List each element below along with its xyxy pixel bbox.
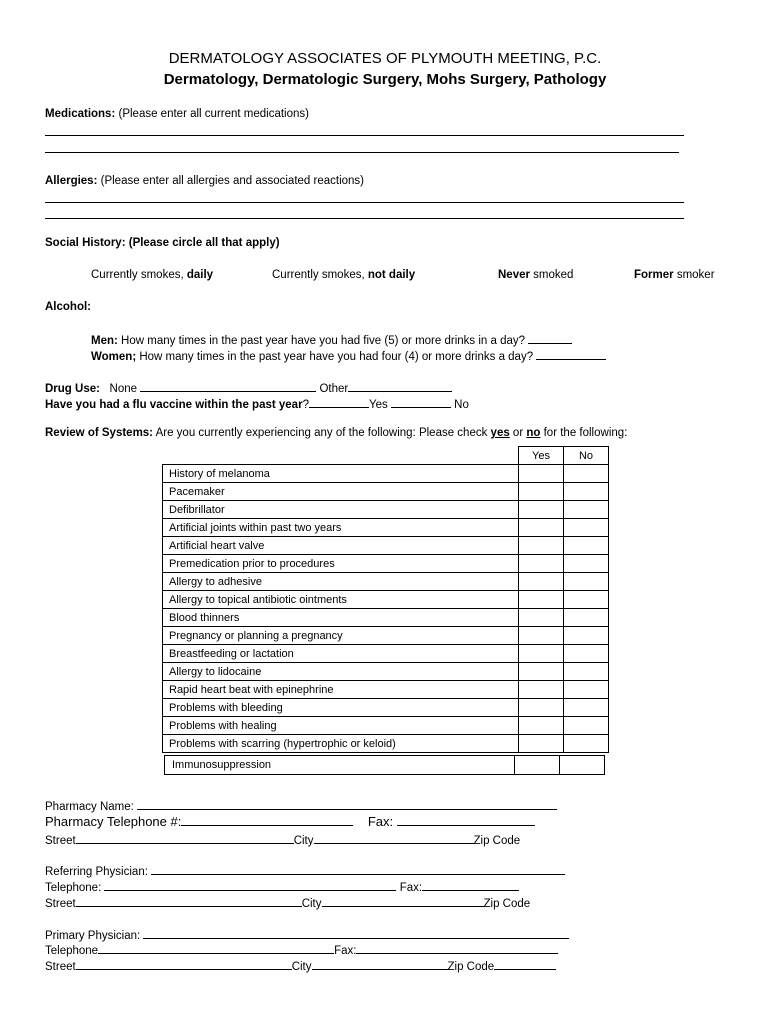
smoking-option-former[interactable]: [634, 269, 715, 281]
ros-yes-cell[interactable]: [519, 465, 564, 483]
alcohol-women-row: [91, 348, 606, 363]
primary-telephone-row: [45, 942, 558, 957]
option-text: Currently smokes,: [91, 269, 187, 281]
ros-no-cell[interactable]: [564, 519, 609, 537]
ros-yes-cell[interactable]: [519, 717, 564, 735]
alcohol-label: Alcohol:: [45, 301, 91, 313]
referring-name-blank[interactable]: [151, 863, 565, 875]
pharmacy-street-label: Street: [45, 835, 76, 847]
ros-no-cell[interactable]: [564, 483, 609, 501]
social-history-label: Social History:: [45, 237, 126, 249]
table-row: [163, 627, 609, 645]
referring-telephone-row: [45, 879, 519, 894]
men-question: How many times in the past year have you had five (5) or more drinks in a day?: [121, 335, 526, 347]
ros-yes-cell[interactable]: [519, 537, 564, 555]
option-emphasis: daily: [186, 269, 214, 281]
women-answer-blank[interactable]: [536, 348, 606, 360]
table-row: [163, 573, 609, 591]
ros-table: [162, 446, 609, 753]
medications-line-2[interactable]: [45, 152, 679, 153]
ros-yes-cell[interactable]: [519, 663, 564, 681]
practice-specialties: Dermatology, Dermatologic Surgery, Mohs Surgery, Pathology: [163, 71, 607, 88]
women-label: Women;: [91, 351, 137, 363]
ros-no-cell[interactable]: [564, 555, 609, 573]
ros-item-label: Pregnancy or planning a pregnancy: [163, 627, 519, 645]
medications-heading: [45, 108, 309, 120]
ros-or-word: or: [509, 427, 527, 439]
option-emphasis: Never: [498, 269, 530, 281]
ros-yes-cell[interactable]: [519, 735, 564, 753]
ros-item-label: Defibrillator: [163, 501, 519, 519]
flu-question: Have you had a flu vaccine within the past year: [45, 399, 303, 411]
ros-item-label: Rapid heart beat with epinephrine: [163, 681, 519, 699]
allergies-heading: [45, 175, 364, 187]
table-row: [163, 591, 609, 609]
referring-street-label: Street: [45, 898, 76, 910]
pharmacy-name-row: [45, 798, 557, 813]
ros-item-label: Artificial heart valve: [163, 537, 519, 555]
ros-label: Review of Systems:: [45, 427, 154, 439]
ros-yes-cell[interactable]: [515, 756, 560, 775]
primary-name-row: [45, 927, 569, 942]
primary-fax-label: Fax:: [334, 945, 357, 957]
referring-city-blank[interactable]: [322, 895, 484, 907]
drug-use-label: Drug Use:: [45, 383, 100, 395]
primary-label: Primary Physician:: [45, 930, 141, 942]
social-history-heading: [45, 237, 280, 249]
drug-none-blank[interactable]: [140, 380, 316, 392]
medications-instruction: (Please enter all current medications): [118, 108, 309, 120]
ros-item-label: Immunosuppression: [165, 756, 515, 775]
flu-question-mark: ?: [302, 399, 309, 411]
pharmacy-street-blank[interactable]: [76, 832, 294, 844]
ros-item-label: Allergy to adhesive: [163, 573, 519, 591]
ros-yes-cell[interactable]: [519, 501, 564, 519]
referring-city-label: City: [301, 898, 322, 910]
ros-no-cell[interactable]: [564, 645, 609, 663]
ros-yes-cell[interactable]: [519, 609, 564, 627]
pharmacy-name-label: Pharmacy Name:: [45, 801, 134, 813]
table-row: [163, 537, 609, 555]
ros-no-cell[interactable]: [564, 591, 609, 609]
table-row: [165, 756, 605, 775]
ros-item-label: Premedication prior to procedures: [163, 555, 519, 573]
men-answer-blank[interactable]: [528, 332, 572, 344]
pharmacy-telephone-row: [45, 814, 535, 829]
flu-yes-blank[interactable]: [309, 396, 369, 408]
pharmacy-name-blank[interactable]: [137, 798, 557, 810]
ros-col-yes: Yes: [519, 447, 564, 465]
table-row: [163, 717, 609, 735]
ros-instruction: Are you currently experiencing any of the following: Please check: [155, 427, 491, 439]
smoking-option-daily[interactable]: [91, 269, 213, 281]
smoking-option-not-daily[interactable]: [272, 269, 415, 281]
option-emphasis: not daily: [367, 269, 416, 281]
table-row: [163, 483, 609, 501]
referring-address-row: [45, 895, 530, 910]
ros-no-cell[interactable]: [564, 717, 609, 735]
pharmacy-fax-blank[interactable]: [397, 814, 535, 826]
ros-yes-cell[interactable]: [519, 681, 564, 699]
smoking-option-never[interactable]: [498, 269, 573, 281]
table-row: [163, 735, 609, 753]
ros-item-label: Artificial joints within past two years: [163, 519, 519, 537]
ros-item-label: Pacemaker: [163, 483, 519, 501]
women-question: How many times in the past year have you had four (4) or more drinks a day?: [139, 351, 534, 363]
flu-no-blank[interactable]: [391, 396, 451, 408]
pharmacy-address-row: [45, 832, 520, 847]
referring-fax-label: Fax:: [399, 882, 423, 894]
ros-header-blank: [163, 447, 519, 465]
ros-yes-cell[interactable]: [519, 555, 564, 573]
medications-label: Medications:: [45, 108, 116, 120]
ros-yes-cell[interactable]: [519, 699, 564, 717]
ros-no-word: no: [526, 427, 541, 439]
ros-heading: [45, 427, 627, 439]
ros-yes-cell[interactable]: [519, 645, 564, 663]
drug-other-label: Other: [319, 383, 349, 395]
ros-item-label: Breastfeeding or lactation: [163, 645, 519, 663]
flu-row: [45, 396, 469, 411]
social-history-instruction: (Please circle all that apply): [128, 237, 280, 249]
ros-no-cell[interactable]: [564, 501, 609, 519]
pharmacy-city-blank[interactable]: [314, 832, 474, 844]
primary-zip-blank[interactable]: [494, 958, 556, 970]
option-text: smoked: [529, 269, 574, 281]
pharmacy-telephone-label: Pharmacy Telephone #:: [45, 814, 182, 829]
allergies-label: Allergies:: [45, 175, 98, 187]
table-row: [163, 663, 609, 681]
ros-yes-word: yes: [490, 427, 510, 439]
referring-telephone-blank[interactable]: [104, 879, 396, 891]
option-text: smoker: [673, 269, 715, 281]
ros-item-label: Problems with bleeding: [163, 699, 519, 717]
table-row: [163, 681, 609, 699]
ros-item-label: Blood thinners: [163, 609, 519, 627]
table-row: [163, 609, 609, 627]
ros-yes-cell[interactable]: [519, 627, 564, 645]
ros-no-cell[interactable]: [560, 756, 605, 775]
pharmacy-zip-label: Zip Code: [473, 835, 521, 847]
primary-telephone-blank[interactable]: [98, 942, 334, 954]
option-text: Currently smokes,: [272, 269, 368, 281]
table-row: [163, 501, 609, 519]
flu-no-label: No: [454, 399, 469, 411]
drug-use-row: [45, 380, 452, 395]
primary-address-row: [45, 958, 556, 973]
ros-no-cell[interactable]: [564, 609, 609, 627]
table-row: [163, 519, 609, 537]
table-row: [163, 465, 609, 483]
ros-yes-cell[interactable]: [519, 573, 564, 591]
primary-city-label: City: [291, 961, 312, 973]
referring-label: Referring Physician:: [45, 866, 148, 878]
ros-no-cell[interactable]: [564, 681, 609, 699]
practice-name: DERMATOLOGY ASSOCIATES OF PLYMOUTH MEETING, P.C.: [168, 50, 602, 67]
ros-item-label: Allergy to lidocaine: [163, 663, 519, 681]
ros-no-cell[interactable]: [564, 627, 609, 645]
table-row: [163, 555, 609, 573]
ros-no-cell[interactable]: [564, 663, 609, 681]
ros-immunosuppression-table: [164, 755, 605, 775]
ros-no-cell[interactable]: [564, 573, 609, 591]
ros-item-label: Problems with scarring (hypertrophic or keloid): [163, 735, 519, 753]
ros-no-cell[interactable]: [564, 537, 609, 555]
ros-header-row: [163, 447, 609, 465]
table-row: [163, 699, 609, 717]
referring-telephone-label: Telephone:: [45, 882, 102, 894]
alcohol-men-row: [91, 332, 572, 347]
ros-instruction-end: for the following:: [540, 427, 628, 439]
ros-item-label: Allergy to topical antibiotic ointments: [163, 591, 519, 609]
referring-name-row: [45, 863, 565, 878]
ros-no-cell[interactable]: [564, 735, 609, 753]
primary-fax-blank[interactable]: [356, 942, 558, 954]
ros-yes-cell[interactable]: [519, 591, 564, 609]
ros-item-label: History of melanoma: [163, 465, 519, 483]
flu-yes-label: Yes: [368, 399, 388, 411]
men-label: Men:: [91, 335, 118, 347]
ros-no-cell[interactable]: [564, 465, 609, 483]
referring-zip-label: Zip Code: [483, 898, 531, 910]
ros-col-no: No: [564, 447, 609, 465]
referring-street-blank[interactable]: [76, 895, 302, 907]
allergies-line-1[interactable]: [45, 202, 684, 203]
primary-city-blank[interactable]: [312, 958, 448, 970]
pharmacy-telephone-blank[interactable]: [181, 814, 353, 826]
drug-other-blank[interactable]: [348, 380, 452, 392]
pharmacy-city-label: City: [293, 835, 314, 847]
primary-street-label: Street: [45, 961, 76, 973]
referring-fax-blank[interactable]: [422, 879, 519, 891]
option-emphasis: Former: [634, 269, 674, 281]
allergies-instruction: (Please enter all allergies and associated reactions): [100, 175, 364, 187]
ros-no-cell[interactable]: [564, 699, 609, 717]
primary-name-blank[interactable]: [143, 927, 569, 939]
ros-yes-cell[interactable]: [519, 519, 564, 537]
drug-none-label: None: [109, 383, 138, 395]
medications-line-1[interactable]: [45, 135, 684, 136]
primary-telephone-label: Telephone: [45, 945, 99, 957]
ros-item-label: Problems with healing: [163, 717, 519, 735]
allergies-line-2[interactable]: [45, 218, 684, 219]
primary-street-blank[interactable]: [76, 958, 292, 970]
table-row: [163, 645, 609, 663]
ros-yes-cell[interactable]: [519, 483, 564, 501]
pharmacy-fax-label: Fax:: [367, 814, 394, 829]
primary-zip-label: Zip Code: [447, 961, 495, 973]
